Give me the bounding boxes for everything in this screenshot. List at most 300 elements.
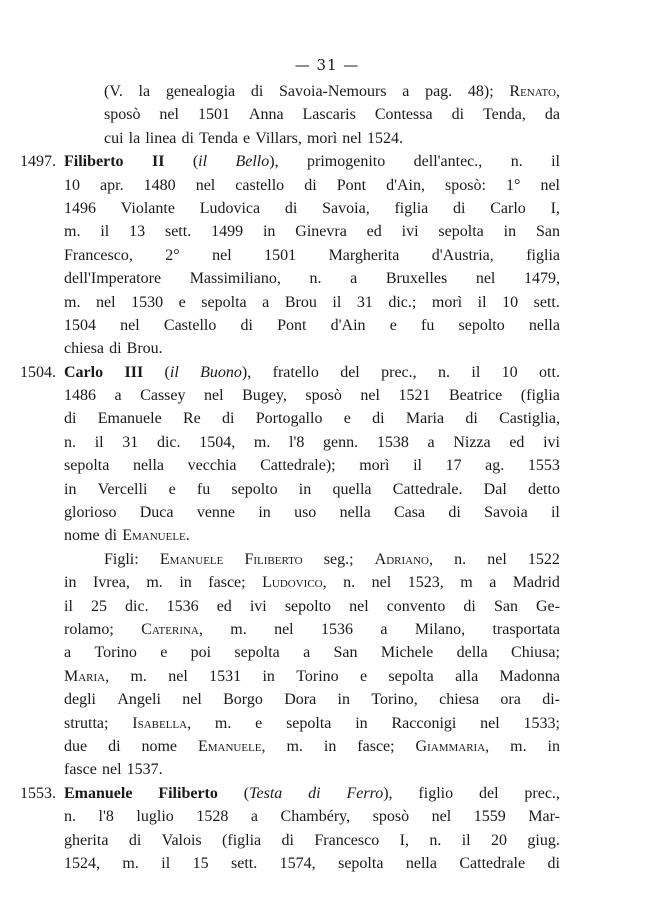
word (64, 618, 114, 641)
text-line (64, 337, 560, 360)
word (349, 595, 369, 618)
text-run: da (544, 106, 560, 124)
text-run: il (100, 223, 110, 241)
word (64, 735, 87, 758)
word (208, 571, 245, 594)
text-run: m. (64, 223, 81, 241)
text-run: pag. (425, 83, 453, 100)
text-run: m. (214, 714, 232, 732)
word (360, 384, 380, 407)
word (524, 267, 560, 290)
word (183, 407, 201, 430)
word (121, 197, 175, 220)
word (429, 829, 441, 852)
word (125, 595, 149, 618)
word (304, 174, 316, 197)
text-run: Carlo (490, 199, 526, 217)
word (102, 758, 122, 781)
text-run: nel (487, 550, 507, 568)
word (231, 852, 257, 875)
word (373, 805, 409, 828)
text-run: il (169, 363, 179, 381)
text-run: Michele (380, 644, 434, 662)
word (263, 220, 275, 243)
word (20, 361, 104, 384)
text-line (20, 361, 560, 384)
text-run: 1496 (64, 199, 96, 217)
text-run: la (128, 129, 141, 147)
word (459, 852, 525, 875)
text-run: glorioso (64, 504, 117, 522)
text-run: apr. (100, 176, 124, 194)
word (98, 478, 148, 501)
text-run: Renato (509, 83, 556, 100)
word (332, 478, 371, 501)
text-run: sposò: (445, 176, 486, 194)
text-run: convento (386, 597, 446, 615)
word (540, 174, 560, 197)
word (448, 501, 460, 524)
text-run: il (471, 363, 481, 381)
word (133, 454, 164, 477)
word (334, 641, 358, 664)
text-line (64, 688, 560, 711)
text-run: Margherita (328, 246, 400, 264)
text-run: . (185, 527, 190, 545)
text-run: il (461, 831, 471, 849)
word (308, 782, 320, 805)
text-run: I, (550, 199, 560, 217)
text-run: 1559 (473, 808, 506, 826)
word (158, 782, 218, 805)
word (193, 852, 209, 875)
text-run: n. (64, 433, 76, 451)
text-run: nel (204, 387, 224, 405)
text-run: Pont (277, 316, 307, 334)
text-run: 31 (122, 433, 139, 451)
word (323, 431, 358, 454)
word (386, 267, 447, 290)
text-run: Castiglia, (499, 410, 560, 428)
word (256, 407, 323, 430)
text-line (64, 174, 560, 197)
text-run: Angeli (117, 691, 161, 709)
text-run: Savoia-Nemours (279, 83, 387, 100)
word (406, 852, 437, 875)
word (104, 103, 140, 126)
text-run: fu (196, 480, 211, 498)
text-line (64, 712, 560, 735)
word (94, 641, 136, 664)
text-run: Giammaria (415, 737, 486, 755)
text-run: Nizza (453, 433, 491, 451)
text-run: Testa (249, 784, 283, 802)
text-run: m. (510, 737, 527, 755)
text-run: genealogia (165, 83, 236, 100)
text-run: 1499 (211, 223, 244, 241)
text-run: linea (145, 129, 177, 147)
text-run: Emanuele (64, 784, 133, 802)
word (490, 197, 526, 220)
text-run: Emanuele (159, 550, 224, 568)
text-run: sepolta (388, 667, 434, 685)
word (367, 220, 382, 243)
word (478, 291, 487, 314)
text-run: Mar- (528, 808, 560, 826)
text-run: 1530 (131, 293, 164, 311)
text-run: a (402, 83, 410, 100)
word (367, 127, 403, 150)
text-run: dic. (156, 433, 181, 451)
word (204, 384, 224, 407)
word (179, 291, 186, 314)
word (100, 174, 124, 197)
text-run: cui (104, 129, 124, 147)
text-run: il (477, 293, 487, 311)
text-run: II (151, 153, 165, 171)
text-run: e (343, 410, 351, 428)
text-run: sepolto (284, 597, 332, 615)
text-run: 1504 (64, 316, 96, 334)
text-run: di (281, 831, 294, 849)
word (485, 454, 504, 477)
text-run: 20 (491, 831, 508, 849)
word (338, 852, 383, 875)
text-run: Buono (200, 363, 242, 381)
text-run: dic. (125, 597, 149, 615)
text-run: a (303, 644, 311, 662)
word (242, 384, 287, 407)
word (309, 267, 321, 290)
text-run: Brou. (126, 340, 163, 358)
text-run: 15 (192, 854, 209, 872)
text-line (64, 314, 560, 337)
text-run: e (359, 667, 368, 685)
word (465, 407, 477, 430)
text-run: di (448, 504, 461, 522)
word (500, 688, 520, 711)
text-run: nella (339, 504, 371, 522)
word (140, 501, 174, 524)
word (279, 80, 387, 103)
text-run: del (340, 363, 360, 381)
word (548, 735, 560, 758)
word (157, 431, 181, 454)
text-run: 1501 (264, 246, 297, 264)
word (322, 197, 370, 220)
text-run: alla (455, 667, 479, 685)
word (131, 291, 163, 314)
word (388, 291, 416, 314)
word (161, 852, 170, 875)
word (455, 665, 478, 688)
word (340, 501, 371, 524)
word (474, 805, 506, 828)
word (64, 337, 104, 360)
word (132, 712, 191, 735)
text-run: l'8 (289, 433, 305, 451)
text-run: di (465, 410, 478, 428)
text-line (64, 548, 560, 571)
word (528, 805, 560, 828)
text-run: nel (371, 574, 392, 592)
word (536, 220, 560, 243)
text-line (64, 758, 560, 781)
word (324, 735, 336, 758)
word (460, 571, 472, 594)
word (286, 712, 331, 735)
word (254, 431, 270, 454)
text-run: Lascaris (302, 106, 356, 124)
word (445, 174, 486, 197)
text-run: San (535, 223, 560, 241)
text-run: seg.; (323, 550, 354, 568)
text-run: dell'Imperatore (64, 270, 162, 288)
word (513, 571, 560, 594)
word (129, 220, 145, 243)
text-run: uso (294, 504, 317, 522)
text-run: sepolto (458, 316, 505, 334)
text-run: sepolta (286, 714, 332, 732)
text-run: in (179, 574, 192, 592)
text-run: Bello (235, 153, 270, 171)
word (500, 665, 560, 688)
word (331, 314, 366, 337)
word (141, 735, 177, 758)
text-run: Cattedrale. (392, 480, 463, 498)
text-run: in (64, 574, 77, 592)
text-line (64, 665, 560, 688)
text-run: nome (141, 737, 178, 755)
entry-year: 1497. (20, 153, 56, 171)
text-run: nel (342, 129, 362, 147)
text-run: Pont (336, 176, 367, 194)
text-run: Francesco (314, 831, 380, 849)
text-line (64, 454, 560, 477)
word (64, 829, 108, 852)
word (303, 103, 356, 126)
text-run: Ginevra (295, 223, 347, 241)
text-run: venne (196, 504, 236, 522)
text-line (64, 197, 560, 220)
word (64, 291, 80, 314)
text-run: morì (431, 293, 463, 311)
text-run: fu (420, 316, 435, 334)
text-run: Portogallo (255, 410, 323, 428)
text-run: strutta; (64, 714, 109, 732)
text-line (64, 735, 560, 758)
word (542, 688, 560, 711)
text-run: ), (269, 153, 279, 171)
text-run: Cattedrale); (260, 457, 336, 475)
text-run: Francesco, (64, 246, 133, 264)
text-run: m. (64, 293, 81, 311)
word (463, 595, 475, 618)
text-line (64, 478, 560, 501)
word (122, 524, 190, 547)
text-run: ( (192, 153, 199, 171)
word (193, 150, 207, 173)
text-run: del (478, 784, 499, 802)
text-run: 1574, (279, 854, 316, 872)
text-line (64, 431, 560, 454)
text-run: m. (253, 433, 271, 451)
word (324, 548, 354, 571)
text-run: dic.; (388, 293, 417, 311)
text-run: a (489, 574, 497, 592)
word (305, 384, 341, 407)
word (432, 244, 494, 267)
word (98, 407, 162, 430)
text-run: Villars, (255, 129, 302, 147)
word (160, 548, 224, 571)
word (479, 782, 499, 805)
word (104, 127, 124, 150)
word (234, 641, 279, 664)
word (109, 337, 121, 360)
word (528, 478, 560, 501)
word (122, 852, 138, 875)
text-run: d'Austria, (431, 246, 494, 264)
word (509, 431, 524, 454)
text-run: di (304, 176, 317, 194)
text-run: il (64, 597, 73, 615)
word (64, 197, 96, 220)
word (251, 805, 258, 828)
text-run: in (262, 223, 276, 241)
word (212, 244, 232, 267)
word (414, 150, 483, 173)
text-run: e (168, 480, 176, 498)
text-run: sett. (533, 293, 560, 311)
word (255, 127, 302, 150)
word (129, 829, 141, 852)
text-run: il (413, 457, 422, 475)
word (543, 431, 560, 454)
text-run: Madrid (512, 574, 560, 592)
word (372, 407, 384, 430)
word (130, 665, 146, 688)
text-run: I, (399, 831, 409, 849)
word (200, 361, 251, 384)
word (244, 548, 302, 571)
word (64, 478, 76, 501)
text-run: trasportata (492, 620, 560, 638)
text-line (64, 244, 560, 267)
text-run: di (109, 340, 122, 358)
word (487, 548, 507, 571)
text-run: sepolta (234, 644, 280, 662)
word (200, 197, 260, 220)
text-run: m. (286, 737, 303, 755)
text-run: figlia (526, 246, 560, 264)
word (231, 478, 277, 501)
text-run: 1521 (398, 387, 431, 405)
word (359, 454, 389, 477)
text-run: a (114, 387, 122, 405)
text-line (64, 829, 560, 852)
text-run: Valois (161, 831, 202, 849)
text-run: sepolta (338, 854, 384, 872)
text-run: fasce (64, 761, 97, 779)
text-run: San (333, 644, 358, 662)
word (375, 548, 433, 571)
word (108, 735, 120, 758)
word (357, 291, 373, 314)
text-run: m. (230, 620, 247, 638)
word (244, 782, 283, 805)
word (468, 80, 494, 103)
text-line (64, 127, 560, 150)
text-run: il (332, 293, 342, 311)
word (222, 407, 234, 430)
word (64, 314, 96, 337)
text-run: Borgo (223, 691, 263, 709)
word (387, 595, 446, 618)
text-run: di (104, 527, 118, 545)
word (355, 712, 367, 735)
word (64, 244, 133, 267)
word (400, 829, 409, 852)
word (527, 829, 559, 852)
word (502, 361, 518, 384)
word (277, 314, 306, 337)
word (162, 829, 202, 852)
word (284, 688, 316, 711)
word (499, 407, 560, 430)
word (136, 805, 173, 828)
text-run: sett. (231, 854, 258, 872)
text-run: Duca (139, 504, 174, 522)
word (168, 665, 188, 688)
text-line (64, 595, 560, 618)
text-run: 1524. (366, 129, 403, 147)
text-run: 1531 (209, 667, 242, 685)
word (391, 712, 456, 735)
text-run: nel (480, 714, 500, 732)
text-run: di (64, 410, 77, 428)
text-run: nella (528, 316, 560, 334)
text-run: l'8 (98, 808, 114, 826)
word (281, 805, 351, 828)
word (476, 267, 496, 290)
text-run: 1522 (527, 550, 560, 568)
word (164, 314, 216, 337)
text-run: Isabella (132, 714, 188, 732)
text-run: , (485, 737, 490, 755)
text-run: figlio (418, 784, 454, 802)
text-run: n. (510, 153, 523, 171)
text-line (64, 618, 560, 641)
word (262, 291, 269, 314)
text-run: fasce; (357, 737, 395, 755)
word (64, 595, 73, 618)
text-run: , (429, 550, 433, 568)
text-run: morì (359, 457, 390, 475)
text-run: in (547, 737, 560, 755)
word (182, 127, 194, 150)
word (491, 829, 507, 852)
text-run: a (427, 433, 435, 451)
text-run: Re (182, 410, 201, 428)
text-run: chiesa (64, 340, 104, 358)
word (483, 103, 526, 126)
word (381, 641, 433, 664)
text-run: 1536 (166, 597, 199, 615)
text-run: e (178, 293, 186, 311)
word (159, 103, 179, 126)
word (528, 548, 560, 571)
